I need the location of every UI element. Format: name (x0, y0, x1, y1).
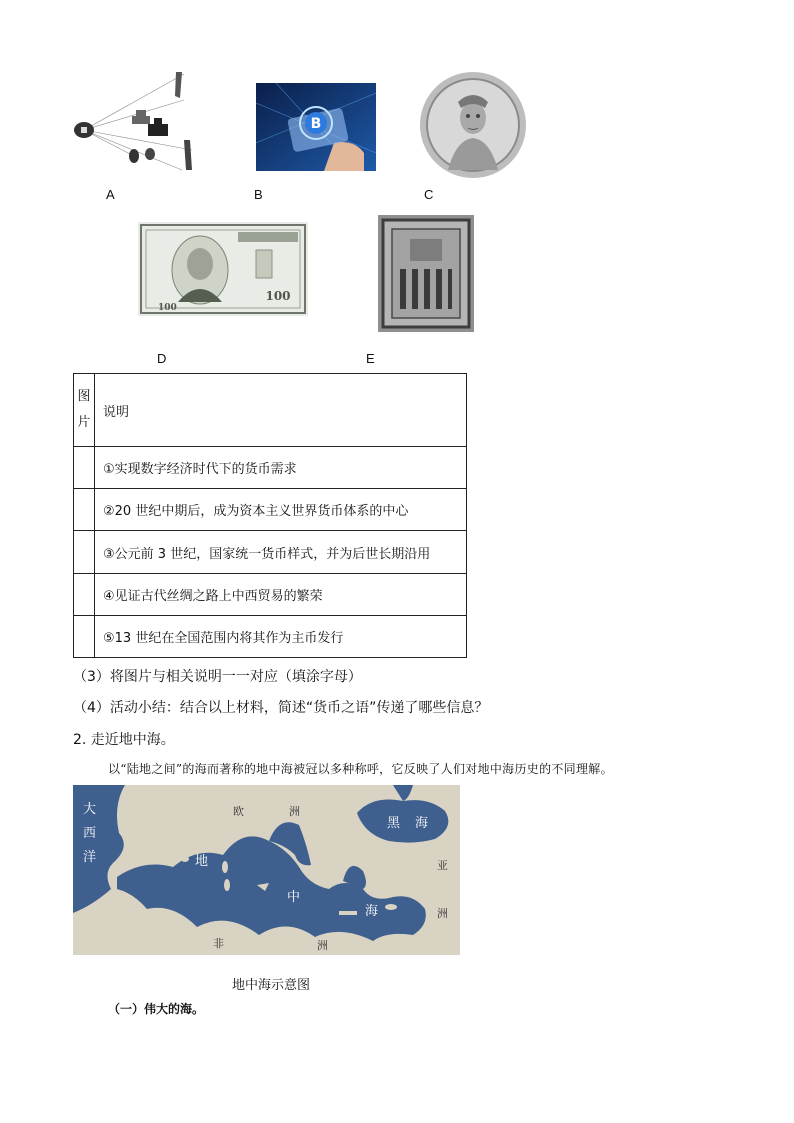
table-row-5: ⑤13 世纪在全国范围内将其作为主币发行 (95, 616, 467, 658)
figure-b-label: B (254, 187, 263, 202)
map-label-zhou-europe: 洲 (289, 805, 300, 818)
map-label-zhou-africa: 洲 (317, 939, 328, 952)
question-3: （3）将图片与相关说明一一对应（填涂字母） (73, 669, 362, 685)
answer-cell-1[interactable] (74, 447, 95, 489)
answer-cell-2[interactable] (74, 489, 95, 531)
figure-c-label: C (424, 187, 434, 202)
map-label-zhong: 中 (287, 890, 301, 905)
map-label-xi: 西 (83, 826, 97, 841)
map-label-da: 大 (83, 802, 97, 817)
map-label-di: 地 (195, 854, 209, 869)
answer-cell-5[interactable] (74, 616, 95, 658)
table-row-2: ②20 世纪中期后，成为资本主义世界货币体系的中心 (95, 489, 467, 531)
answer-cell-4[interactable] (74, 574, 95, 616)
table-row-4: ④见证古代丝绸之路上中西贸易的繁荣 (95, 574, 467, 616)
figure-e-paper-money (378, 215, 474, 332)
map-label-hei: 黑 (387, 816, 401, 831)
mediterranean-map (73, 785, 460, 955)
table-row-3: ③公元前 3 世纪，国家统一货币样式，并为后世长期沿用 (95, 531, 467, 574)
subsection-heading: （一）伟大的海。 (108, 1002, 205, 1016)
map-caption: 地中海示意图 (232, 978, 311, 993)
answer-cell-3[interactable] (74, 531, 95, 574)
map-label-hai-med: 海 (365, 904, 379, 919)
map-label-zhou-asia: 洲 (437, 907, 448, 920)
table-header-picture (74, 374, 95, 447)
figure-a-coins (72, 70, 204, 178)
matching-table (73, 373, 467, 658)
table-header-description: 说明 (95, 374, 467, 447)
figure-e-label: E (366, 351, 375, 366)
map-label-hai-black: 海 (415, 816, 429, 831)
svg-text:100: 100 (265, 289, 291, 303)
figure-a-label: A (106, 187, 115, 202)
svg-text:B: B (310, 116, 322, 132)
figure-d-label: D (157, 351, 167, 366)
map-label-ou: 欧 (233, 805, 244, 818)
figure-b-digital-currency (256, 83, 376, 171)
map-label-yang: 洋 (83, 850, 97, 865)
intro-paragraph: 以“陆地之间”的海而著称的地中海被冠以多种称呼，它反映了人们对地中海历史的不同理解。 (108, 762, 613, 776)
table-row-1: ①实现数字经济时代下的货币需求 (95, 447, 467, 489)
figure-d-dollar-bill (138, 222, 308, 316)
question-4: （4）活动小结：结合以上材料，简述“货币之语”传递了哪些信息？ (73, 700, 489, 716)
map-label-ya: 亚 (437, 859, 448, 872)
figure-c-coin (418, 70, 528, 180)
svg-text:100: 100 (158, 303, 177, 313)
section-2-heading: 2. 走近地中海。 (73, 732, 175, 748)
table-header-picture-text: 图 片 (77, 389, 91, 430)
map-label-fei: 非 (213, 937, 224, 950)
